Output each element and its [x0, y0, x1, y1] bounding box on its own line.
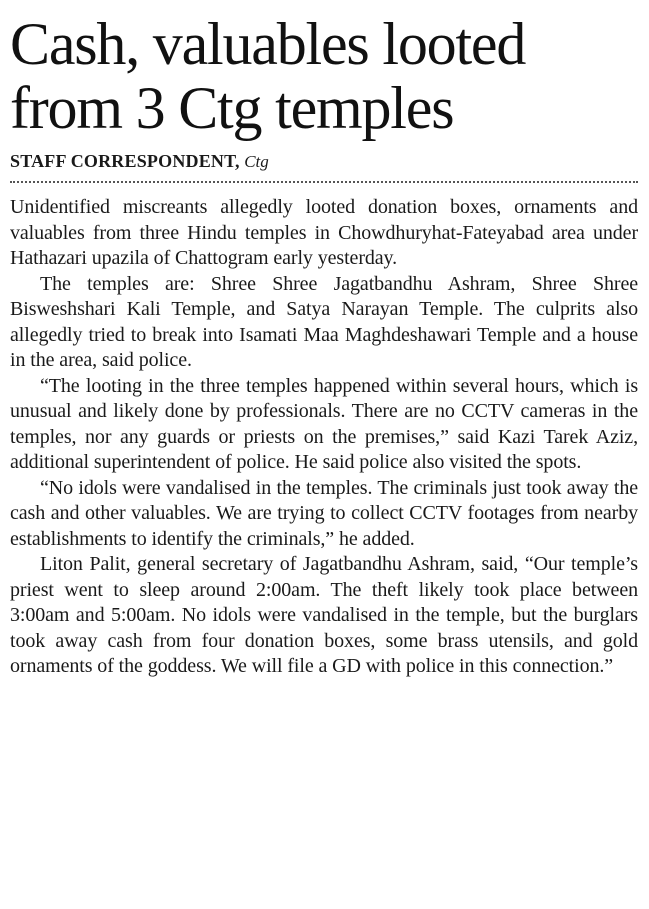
paragraph-1: Unidentified miscreants allegedly looted donation boxes, ornaments and valuables from three Hindu temples in Chowdhuryhat-Fateyabad area under Hathazari upazila of Chattogram early yesterday. [10, 196, 638, 269]
headline [10, 12, 638, 140]
paragraph-3: “The looting in the three temples happened within several hours, which is unusual and likely done by professionals. There are no CCTV cameras in the temples, nor any guards or priests on the premises,” said Kazi Tarek Aziz, additional superintendent of police. He said police also visited the spots. [10, 374, 638, 473]
paragraph-5: Liton Palit, general secretary of Jagatbandhu Ashram, said, “Our temple’s priest went to sleep around 2:00am. The theft likely took place between 3:00am and 5:00am. No idols were vandalised in the temple, but the burglars took away cash from four donation boxes, some brass utensils, and gold ornaments of the goddess. We will file a GD with police in this connection.” [10, 553, 638, 677]
article-body [10, 195, 638, 680]
byline [10, 150, 638, 173]
paragraph-4: “No idols were vandalised in the temples. The criminals just took away the cash and other valuables. We are trying to collect CCTV footages from nearby establishments to identify the criminals,” he added. [10, 476, 638, 550]
news-article [10, 12, 638, 680]
byline-place: Ctg [244, 152, 269, 171]
headline-line-2: from 3 Ctg temples [10, 75, 454, 141]
dotted-divider [10, 181, 638, 183]
byline-author: STAFF CORRESPONDENT, [10, 151, 240, 171]
headline-line-1: Cash, valuables looted [10, 11, 526, 77]
paragraph-2: The temples are: Shree Shree Jagatbandhu Ashram, Shree Shree Bisweshshari Kali Temple, and Satya Narayan Temple. The culprits also allegedly tried to break into Isamati Maa Maghdeshawari Temple and a house in the area, said police. [10, 272, 638, 371]
